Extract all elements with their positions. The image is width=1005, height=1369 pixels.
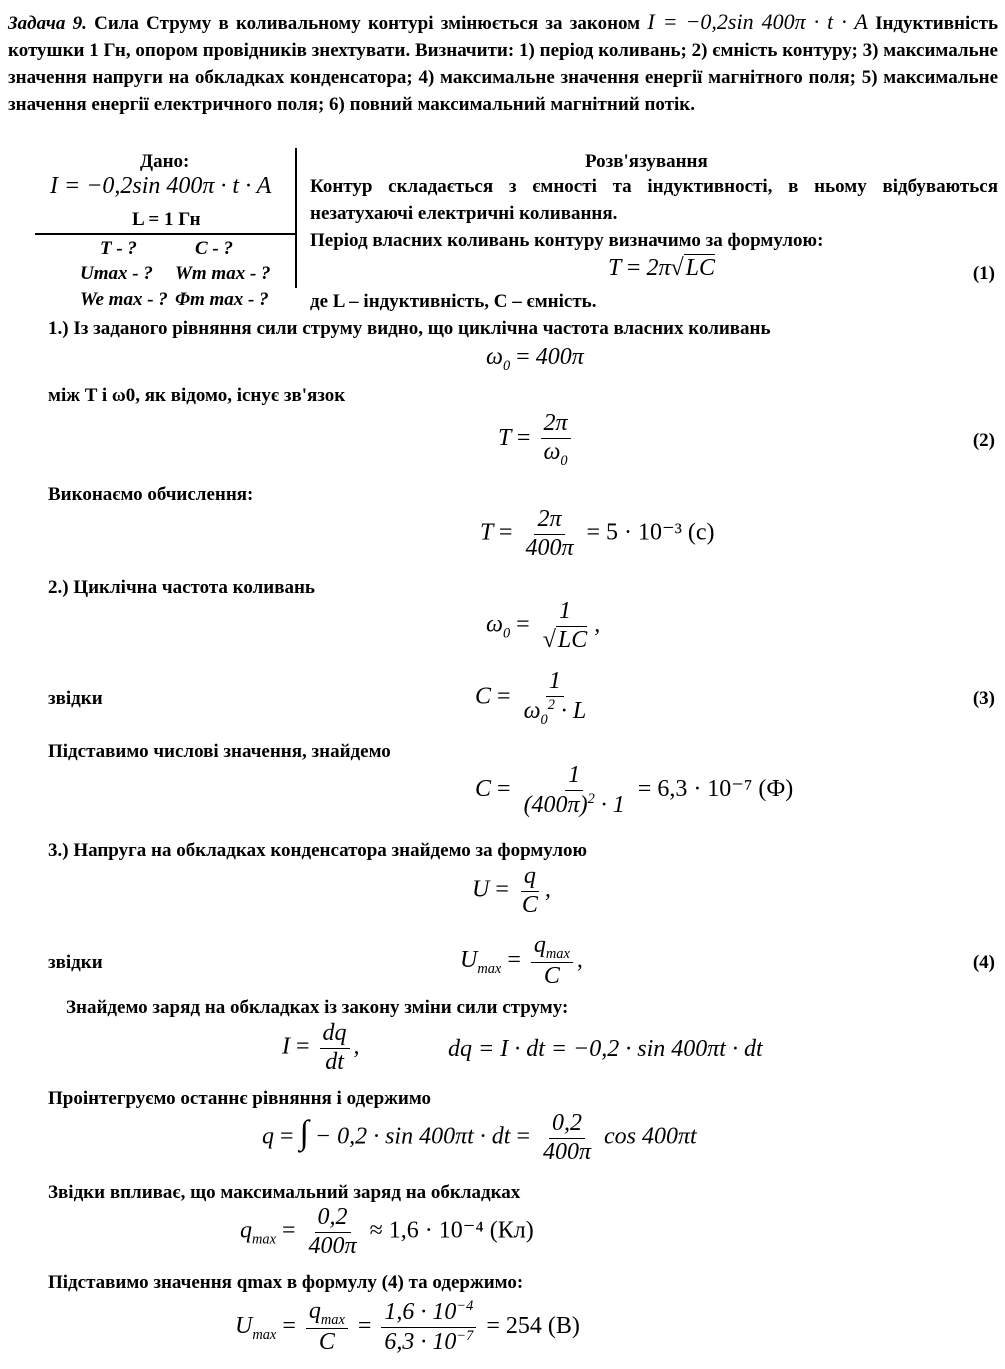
omega-formula: $\omega_0 = 400\pi$ [486,344,584,374]
T-result: = 5 · 10⁻³ (c) [586,519,715,546]
calc-text: Виконаємо обчислення: [48,484,254,505]
eq4-number: (4) [972,952,995,973]
charge-intro: Знайдемо заряд на обкладках із закону зміни сили струму: [66,997,569,1018]
given-inductance: L = 1 Гн [132,209,201,230]
formula-Umax-result: $U_{max}$ = $\frac{q_{max}}{C}$ = $\frac{1,6 \cdot 10^{-4}}{6,3 \cdot 10^{-7}}$ = 254 (В) [235,1298,580,1356]
formula-C: C = $\frac{1}{\omega_0^2 \cdot L}$ [475,668,587,728]
eq1-number: (1) [972,263,995,284]
formula-qmax: $q_{max}$ = $\frac{0,2}{400\pi}$ ≈ 1,6 · 10⁻⁴ (Кл) [240,1204,534,1259]
unknown-We: We max - ? [80,289,168,310]
problem-text-1: Сила Струму в коливальному контурі змінюється за законом [94,13,641,34]
solution-intro: Контур складається з ємності та індуктивності, в ньому відбуваються незатухаючі електричні коливання. [310,176,998,224]
substitute-text: Підставимо числові значення, знайдемо [48,741,391,762]
given-title: Дано: [140,151,190,172]
qmax-result: ≈ 1,6 · 10⁻⁴ (Кл) [369,1217,534,1244]
step3-text: 3.) Напруга на обкладках конденсатора знайдемо за формулою [48,840,588,861]
umax-intro: Підставимо значення qmax в формулу (4) та одержимо: [48,1272,524,1293]
zvidky-1: звідки [48,688,103,709]
unknown-Phi: Φm max - ? [175,289,269,310]
formula-T-omega: T = $\frac{2\pi}{\omega_0}$ [498,410,575,469]
formula-dq: dq = I · dt = −0,2 · sin 400πt · dt [448,1036,763,1062]
where-text: де L – індуктивність, C – ємність. [310,291,597,312]
relation-text: між T і ω0, як відомо, існує зв'язок [48,385,346,406]
problem-statement [8,8,998,118]
formula-C-result: C = $\frac{1}{(400\pi)^2 \cdot 1}$ = 6,3 · 10⁻⁷ (Ф) [475,762,794,818]
problem-text-2: Індуктивність котушки 1 Гн, опором провідників знехтувати. Визначити: 1) період коливань; 2) ємність контуру; 3) максимальне значення напруги на обкладках конденсатора; 4) максимальне значення енергії магнітного поля; 5) максимальне значення енергії електричного поля; 6) повний максимальний магнітний потік. [8,13,999,115]
unknown-T: T - ? [100,238,137,259]
formula-q: q = ∫ − 0,2 · sin 400πt · dt = $\frac{0,2}{400\pi}$ cos 400πt [262,1110,697,1165]
problem-label: Задача 9. [8,13,87,34]
formula-omega-LC: $\omega_0$ = $\frac{1}{√LC}$ , [486,598,601,653]
given-separator-v [295,148,297,288]
umax-result: = 254 (В) [486,1312,580,1339]
step1-text: 1.) Із заданого рівняння сили струму видно, що циклічна частота власних коливань [48,318,771,339]
C-result: = 6,3 · 10⁻⁷ (Ф) [637,776,794,803]
formula-U: U = $\frac{q}{C}$ , [472,863,551,918]
q-result: cos 400πt [604,1123,697,1150]
unknown-C: C - ? [195,238,233,259]
eq3-number: (3) [972,688,995,709]
unknown-Wm: Wm max - ? [175,263,271,284]
zvidky-2: звідки [48,952,103,973]
qmax-intro: Звідки впливає, що максимальний заряд на обкладках [48,1182,521,1203]
eq2-number: (2) [972,430,995,451]
integrate-text: Проінтегруємо останнє рівняння і одержимо [48,1088,432,1109]
formula-T-result: T = $\frac{2\pi}{400\pi}$ = 5 · 10⁻³ (c) [480,506,715,561]
formula-Umax: $U_{max}$ = $\frac{q_{max}}{C}$ , [460,932,583,990]
problem-law: I = −0,2sin 400π · t · A [647,9,868,34]
solution-title: Розв'язування [585,151,708,172]
given-separator-h [35,233,297,235]
formula-period: T = 2π√LC [608,255,716,281]
formula-I-dq: I = $\frac{dq}{dt}$ , [282,1020,360,1075]
step2-text: 2.) Циклічна частота коливань [48,577,315,598]
period-intro: Період власних коливань контуру визначимо за формулою: [310,230,824,251]
unknown-Umax: Umax - ? [80,263,153,284]
given-law: I = −0,2sin 400π · t · A [50,173,272,199]
